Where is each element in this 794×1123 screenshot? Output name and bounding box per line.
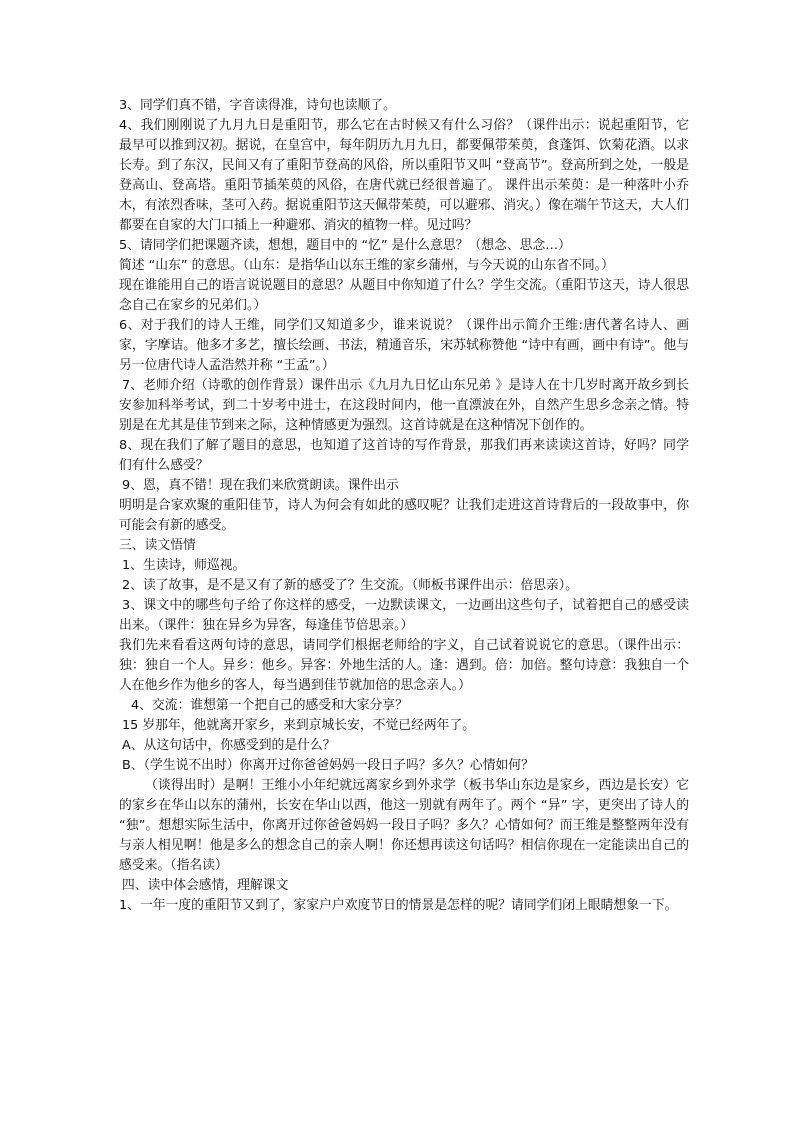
paragraph-read-2: 2、读了故事，是不是又有了新的感受了？生交流。（师板书课件出示：倍思亲）。 bbox=[122, 578, 579, 593]
paragraph-read-1: 1、生读诗，师巡视。 bbox=[122, 558, 246, 573]
paragraph-step-7: 7、老师介绍（诗歌的创作背景）课件出示《九月九日忆山东兄弟 》是诗人在十几岁时离开故乡到长安参加科举考试，到二十岁考中进士，在这段时间内，他一直漂波在外，自然产生思乡念亲之情。特别是在尤其是佳节到来之际，这种情感更为强烈。这首诗就是在这种情况下创作的。 bbox=[119, 378, 689, 433]
paragraph-step-8: 8、现在我们了解了题目的意思，也知道了这首诗的写作背景，那我们再来读读这首诗，好吗？同学们有什么感受？ bbox=[119, 438, 689, 473]
paragraph-age-15: 15 岁那年，他就离开家乡，来到京城长安，不觉已经两年了。 bbox=[122, 718, 476, 733]
paragraph-festival: 1、一年一度的重阳节又到了，家家户户欢度节日的情景是怎样的呢？请同学们闭上眼睛想象一下。 bbox=[119, 898, 678, 913]
lesson-plan-text bbox=[119, 96, 689, 916]
paragraph-story-intro: 明明是合家欢聚的重阳佳节，诗人为何会有如此的感叹呢？让我们走进这首诗背后的一段故事中，你可能会有新的感受。 bbox=[119, 498, 689, 533]
paragraph-discussion: （谈得出时）是啊！王维小小年纪就远离家乡到外求学（板书华山东边是家乡，西边是长安）它的家乡在华山以东的蒲州，长安在华山以西，他这一别就有两年了。两个 “异” 字，更突出了诗人的 “独”。想想实际生活中，你离开过你爸爸妈妈一段日子吗？多久？心情如何？而王维是整整两年没有与亲人相见啊！他是多么的想念自己的亲人啊！你还想再读这句话吗？相信你现在一定能读出自己的感受来。（指名读） bbox=[119, 778, 689, 873]
paragraph-shandong: 简述 “山东” 的意思。（山东：是指华山以东王维的家乡蒲州，与今天说的山东省不同。） bbox=[119, 258, 614, 273]
paragraph-poem-meaning: 我们先来看看这两句诗的意思，请同学们根据老师给的字义，自己试着说说它的意思。（课件出示：独：独自一个人。异乡：他乡。异客：外地生活的人。逢：遇到。倍：加倍。整句诗意：我独自一个人在他乡作为他乡的客人，每当遇到佳节就加倍的思念亲人。） bbox=[119, 638, 689, 693]
paragraph-read-3: 3、课文中的哪些句子给了你这样的感受，一边默读课文，一边画出这些句子，试着把自己的感受读出来。（课件：独在异乡为异客，每逢佳节倍思亲。） bbox=[119, 598, 689, 633]
paragraph-title-meaning: 现在谁能用自己的语言说说题目的意思？从题目中你知道了什么？学生交流。（重阳节这天，诗人很思念自己在家乡的兄弟们。） bbox=[119, 278, 689, 313]
paragraph-question-a: A、从这句话中，你感受到的是什么？ bbox=[122, 738, 336, 753]
paragraph-question-b: B、（学生说不出时）你离开过你爸爸妈妈一段日子吗？多久？心情如何？ bbox=[122, 758, 534, 773]
paragraph-step-4: 4、我们刚刚说了九月九日是重阳节，那么它在古时候又有什么习俗？（课件出示：说起重阳节，它最早可以推到汉初。据说，在皇宫中，每年阴历九月九日，都要佩带茱萸，食蓬饵、饮菊花酒。以求长寿。到了东汉，民间又有了重阳节登高的风俗，所以重阳节又叫 “登高节”。登高所到之处，一般是登高山、登高塔。重阳节插茱萸的风俗，在唐代就已经很普遍了。 课件出示茱萸：是一种落叶小乔木，有浓烈香味，茎可入药。据说重阳节这天佩带茱萸，可以避邪、消灾。）像在端午节这天，大人们都要在自家的大门口插上一种避邪、消灾的植物一样。见过吗？ bbox=[119, 118, 689, 233]
section-heading-4: 四、读中体会感情，理解课文 bbox=[122, 878, 289, 893]
paragraph-step-6: 6、对于我们的诗人王维，同学们又知道多少，谁来说说？（课件出示简介王维:唐代著名诗人、画家，字摩诘。他多才多艺，擅长绘画、书法，精通音乐，宋苏轼称赞他 “诗中有画，画中有诗”。他与另一位唐代诗人孟浩然并称 “王孟”。） bbox=[119, 318, 689, 373]
paragraph-read-4: 4、交流：谁想第一个把自己的感受和大家分享？ bbox=[131, 698, 408, 713]
paragraph-step-9: 9、恩，真不错！现在我们来欣赏朗读。课件出示 bbox=[122, 478, 399, 493]
paragraph-step-3: 3、同学们真不错，字音读得准，诗句也读顺了。 bbox=[119, 98, 396, 113]
paragraph-step-5: 5、请同学们把课题齐读，想想，题目中的 “忆” 是什么意思？（想念、思念…） bbox=[119, 238, 571, 253]
section-heading-3: 三、读文悟情 bbox=[119, 538, 196, 553]
